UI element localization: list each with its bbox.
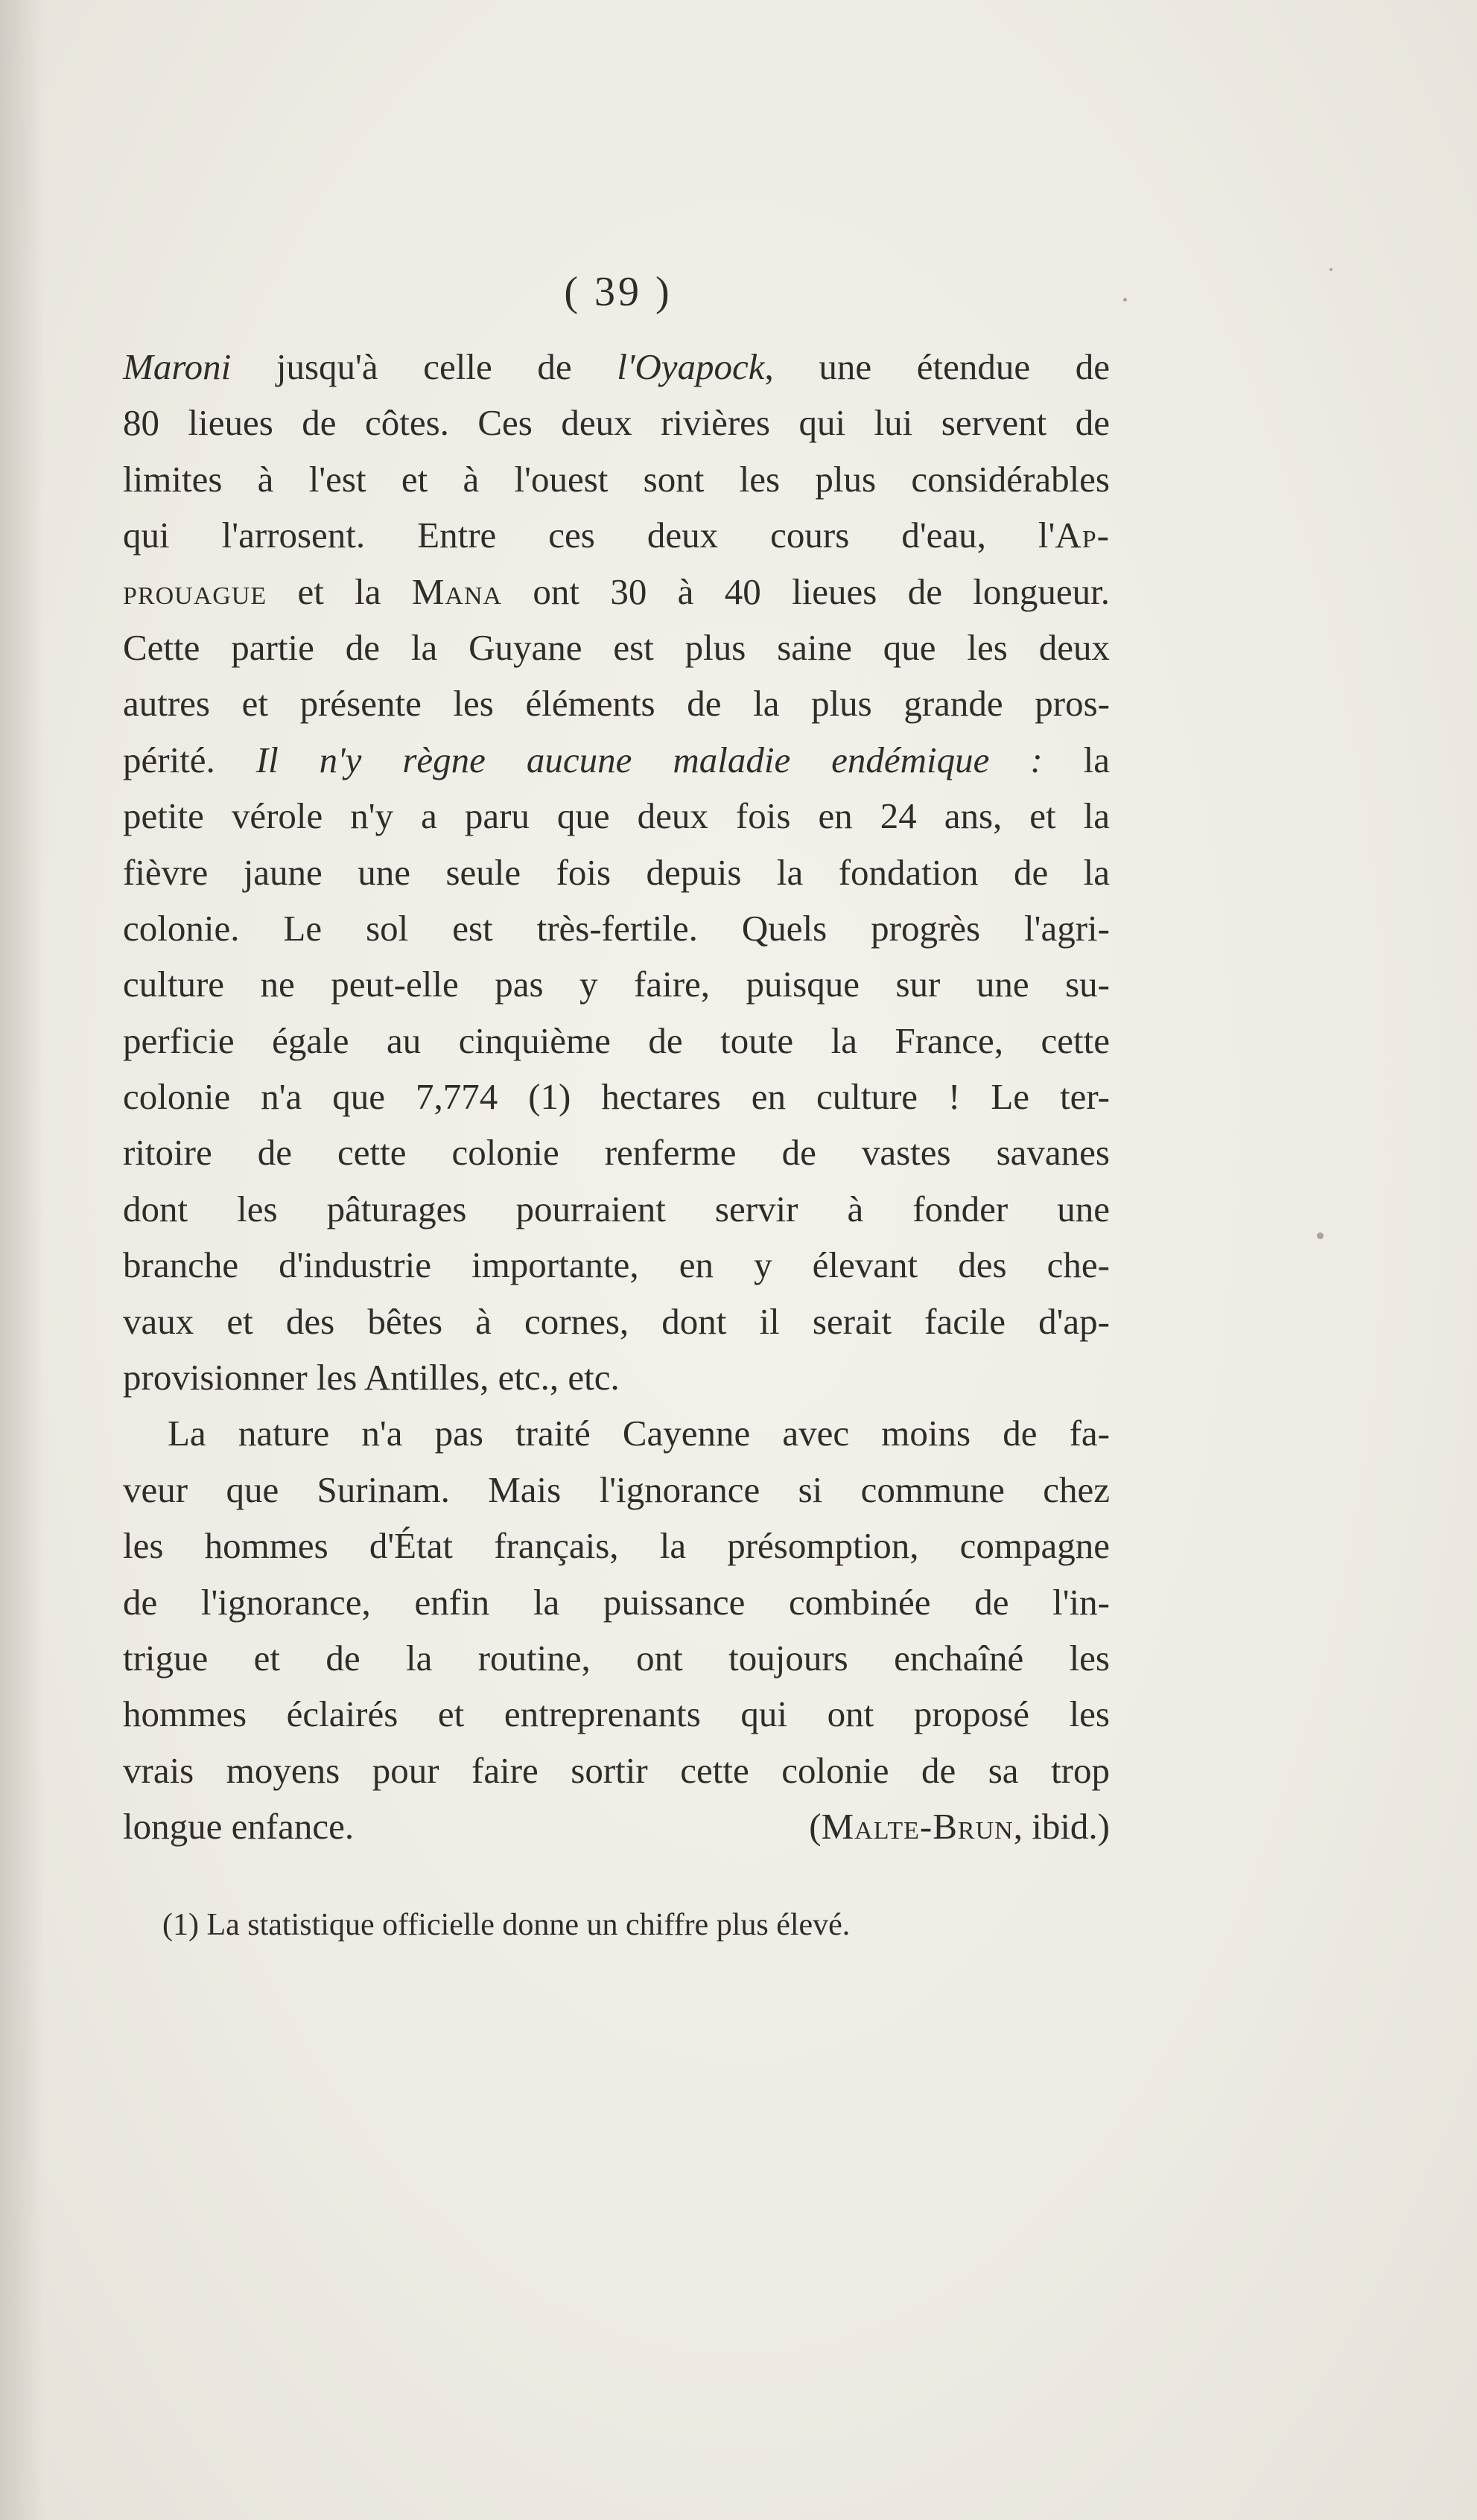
small-caps-text: Mana [411,570,503,612]
text-line [123,1630,1110,1686]
gutter-shadow [0,0,45,2520]
small-caps-text: Malte-Brun [821,1806,1014,1848]
paragraph-2 [123,1405,1110,1798]
text-run: dont les pâturages pourraient servir à fonder une [123,1188,1110,1229]
italic-text: l'Oyapock [617,346,765,387]
text-run: colonie n'a que 7,774 (1) hectares en culture ! Le ter- [123,1076,1110,1118]
text-run: 80 lieues de côtes. Ces deux rivières qui lui servent de [123,402,1110,444]
footnote: (1) La statistique officielle donne un chiffre plus élevé. [162,1908,851,1942]
text-run: ( [809,1806,822,1848]
text-line [123,1686,1110,1742]
text-line [123,339,1110,395]
text-line [123,1574,1110,1630]
paragraph-1 [123,339,1110,1405]
small-caps-text: prouague [123,570,267,612]
text-line [123,1069,1110,1124]
text-run: veur que Surinam. Mais l'ignorance si commune chez [123,1469,1110,1510]
text-run: perficie égale au cinquième de toute la France, cette [123,1019,1110,1061]
text-line [123,788,1110,844]
small-caps-text: Ap- [1055,515,1110,556]
attribution [809,1798,1110,1854]
closing-line [123,1798,1110,1854]
text-run: les hommes d'État français, la présomption, compagne [123,1525,1110,1567]
paper-speck [1317,1232,1324,1239]
text-run: Cette partie de la Guyane est plus saine que les deux [123,626,1110,668]
text-line [123,1013,1110,1069]
text-line [123,1405,1110,1461]
text-run: limites à l'est et à l'ouest sont les plus considérables [123,458,1110,500]
text-run: branche d'industrie importante, en y élevant des che- [123,1244,1110,1286]
paper-speck [1330,268,1333,271]
text-line [123,675,1110,731]
text-run: qui l'arrosent. Entre ces deux cours d'eau, l' [123,515,1055,556]
text-line [123,1462,1110,1518]
text-run: culture ne peut-elle pas y faire, puisque sur une su- [123,964,1110,1005]
text-run: autres et présente les éléments de la plus grande pros- [123,683,1110,725]
text-line [123,507,1110,563]
text-line [123,1237,1110,1293]
text-run: La nature n'a pas traité Cayenne avec moins de fa- [168,1413,1110,1454]
text-run: ritoire de cette colonie renferme de vastes savanes [123,1132,1110,1174]
text-line [123,900,1110,956]
text-line [123,1349,1110,1405]
text-line [123,395,1110,451]
text-run: vrais moyens pour faire sortir cette colonie de sa trop [123,1749,1110,1791]
text-line [123,956,1110,1012]
text-run: ont 30 à 40 lieues de longueur. [502,570,1110,612]
text-line [123,1124,1110,1180]
italic-text: Maroni [123,346,232,387]
italic-text: Il n'y règne aucune maladie endémique : [255,739,1043,780]
text-line [123,844,1110,900]
text-line [123,620,1110,675]
text-run: colonie. Le sol est très-fertile. Quels progrès l'agri- [123,907,1110,949]
text-run: et la [267,570,412,612]
text-line [123,1518,1110,1574]
text-run: fièvre jaune une seule fois depuis la fondation de la [123,851,1110,893]
text-run: , une étendue de [764,346,1110,387]
closing-text: longue enfance. [123,1806,355,1848]
text-line [123,732,1110,788]
text-run: provisionner les Antilles, etc., etc. [123,1357,620,1399]
text-run: jusqu'à celle de [231,346,617,387]
text-run: , ibid.) [1013,1806,1110,1848]
text-run: vaux et des bêtes à cornes, dont il serait facile d'ap- [123,1300,1110,1342]
text-line [123,564,1110,620]
text-run: la [1042,739,1110,780]
text-run: hommes éclairés et entreprenants qui ont proposé les [123,1693,1110,1735]
page-number: ( 39 ) [564,269,673,315]
text-line [123,1743,1110,1798]
text-run: petite vérole n'y a paru que deux fois en 24 ans, et la [123,795,1110,837]
paper-speck [1123,298,1127,302]
text-run: trigue et de la routine, ont toujours enchaîné les [123,1637,1110,1679]
text-run: périté. [123,739,256,780]
text-line [123,451,1110,507]
body-text [123,339,1110,1855]
text-line [123,1181,1110,1237]
text-line [123,1294,1110,1349]
text-run: de l'ignorance, enfin la puissance combinée de l'in- [123,1581,1110,1623]
